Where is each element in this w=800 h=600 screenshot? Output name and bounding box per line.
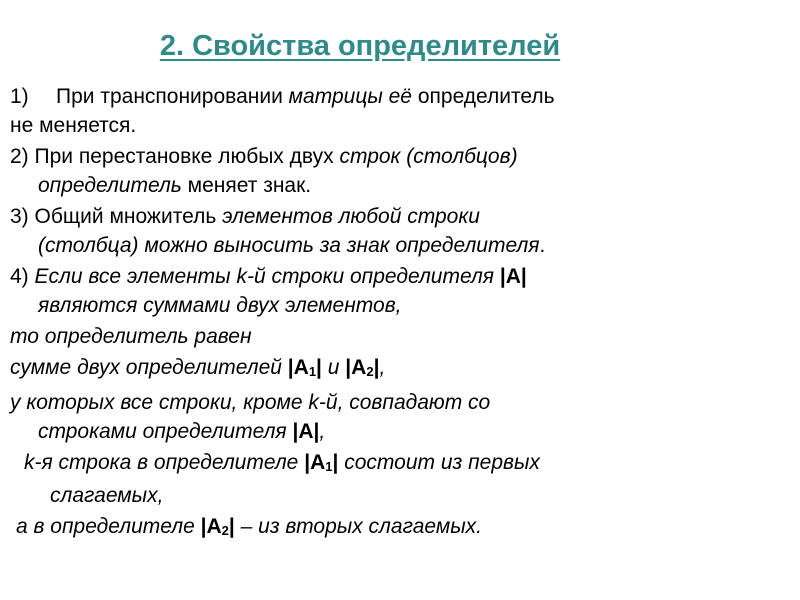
- property-4-line-6: а в определителе $|A_2|$ – из вторых слагаемых.: [16, 515, 482, 538]
- property-4-line-2: то определитель равен: [10, 325, 252, 348]
- property-4-line-5: k-я строка в определителе $|A_1|$ состоит из первых слагаемых,: [24, 451, 540, 507]
- determinant-a: |A|: [499, 265, 527, 288]
- slide-title: 2. Свойства определителей: [159, 30, 561, 62]
- property-4: 4) Если все элементы k-й строки определителя |A| являются суммами двух элементов,: [10, 265, 527, 317]
- properties-list: [10, 82, 790, 547]
- determinant-a: |A|: [292, 420, 320, 443]
- determinant-a2: $|A_2|$: [345, 356, 380, 379]
- property-2: 2) При перестановке любых двух строк (столбцов) определитель меняет знак.: [10, 145, 518, 197]
- determinant-a1: $|A_1|$: [287, 356, 322, 379]
- property-4-line-3: сумме двух определителей $|A_1|$ и $|A_2|$,: [10, 356, 386, 379]
- determinant-a1: $|A_1|$: [304, 451, 339, 474]
- property-1-number: 1): [10, 85, 29, 108]
- property-3: 3) Общий множитель элементов любой строки (столбца) можно выносить за знак определителя.: [10, 205, 546, 257]
- determinant-a2: $|A_2|$: [200, 515, 235, 538]
- property-4-line-4: у которых все строки, кроме k-й, совпадают со строками определителя |A|,: [10, 391, 491, 443]
- property-1: 1) При транспонировании матрицы её определитель не меняется.: [10, 82, 790, 140]
